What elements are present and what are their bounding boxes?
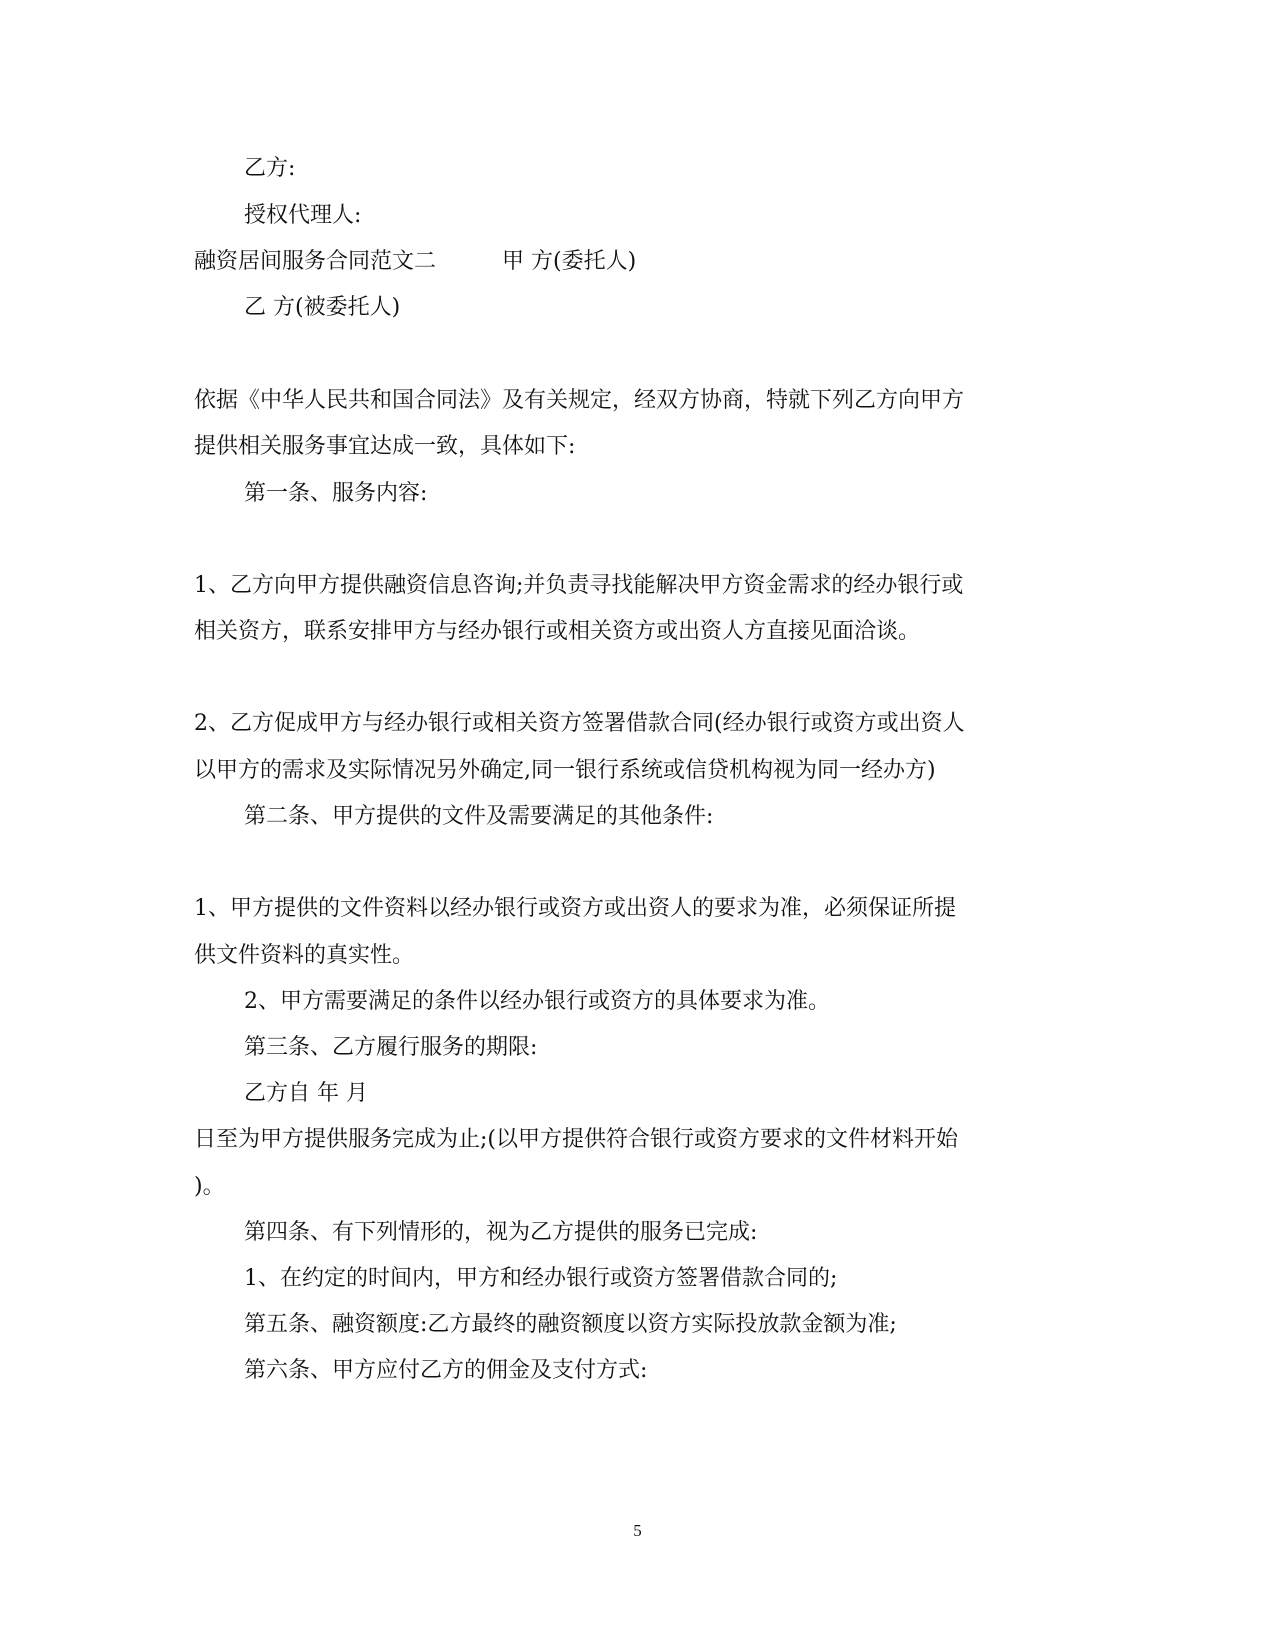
article-4-heading: 第四条、有下列情形的，视为乙方提供的服务已完成: <box>244 1220 758 1245</box>
article-5-text: 第五条、融资额度:乙方最终的融资额度以资方实际投放款金额为准; <box>244 1312 897 1337</box>
article-1-heading: 第一条、服务内容: <box>244 481 428 506</box>
party-b-label: 乙方: <box>244 156 296 181</box>
preamble-line-1: 依据《中华人民共和国合同法》及有关规定，经双方协商，特就下列乙方向甲方 <box>194 388 965 413</box>
article-2-item-1-line-2: 供文件资料的真实性。 <box>194 943 415 968</box>
article-3-date-line: 乙方自 年 月 <box>244 1081 368 1106</box>
party-b-entrusted-line: 乙 方(被委托人) <box>244 295 401 320</box>
article-2-heading: 第二条、甲方提供的文件及需要满足的其他条件: <box>244 804 714 829</box>
article-2-item-1-line-1: 1、甲方提供的文件资料以经办银行或资方或出资人的要求为准，必须保证所提 <box>194 896 956 921</box>
authorized-agent-label: 授权代理人: <box>244 203 362 228</box>
article-3-heading: 第三条、乙方履行服务的期限: <box>244 1035 538 1060</box>
article-1-item-1-line-1: 1、乙方向甲方提供融资信息咨询;并负责寻找能解决甲方资金需求的经办银行或 <box>194 573 964 598</box>
article-1-item-1-line-2: 相关资方，联系安排甲方与经办银行或相关资方或出资人方直接见面洽谈。 <box>194 619 921 644</box>
article-3-text-line-2: )。 <box>194 1174 225 1199</box>
page-number: 5 <box>633 1521 642 1540</box>
article-6-heading: 第六条、甲方应付乙方的佣金及支付方式: <box>244 1358 648 1383</box>
article-4-item-1: 1、在约定的时间内，甲方和经办银行或资方签署借款合同的; <box>244 1266 838 1291</box>
article-1-item-2-line-1: 2、乙方促成甲方与经办银行或相关资方签署借款合同(经办银行或资方或出资人 <box>194 711 965 736</box>
article-1-item-2-line-2: 以甲方的需求及实际情况另外确定,同一银行系统或信贷机构视为同一经办方) <box>194 758 936 783</box>
contract-title-line: 融资居间服务合同范文二 甲 方(委托人) <box>194 249 637 274</box>
article-2-item-2: 2、甲方需要满足的条件以经办银行或资方的具体要求为准。 <box>244 989 830 1014</box>
preamble-line-2: 提供相关服务事宜达成一致，具体如下: <box>194 434 576 459</box>
article-3-text-line-1: 日至为甲方提供服务完成为止;(以甲方提供符合银行或资方要求的文件材料开始 <box>194 1127 958 1152</box>
